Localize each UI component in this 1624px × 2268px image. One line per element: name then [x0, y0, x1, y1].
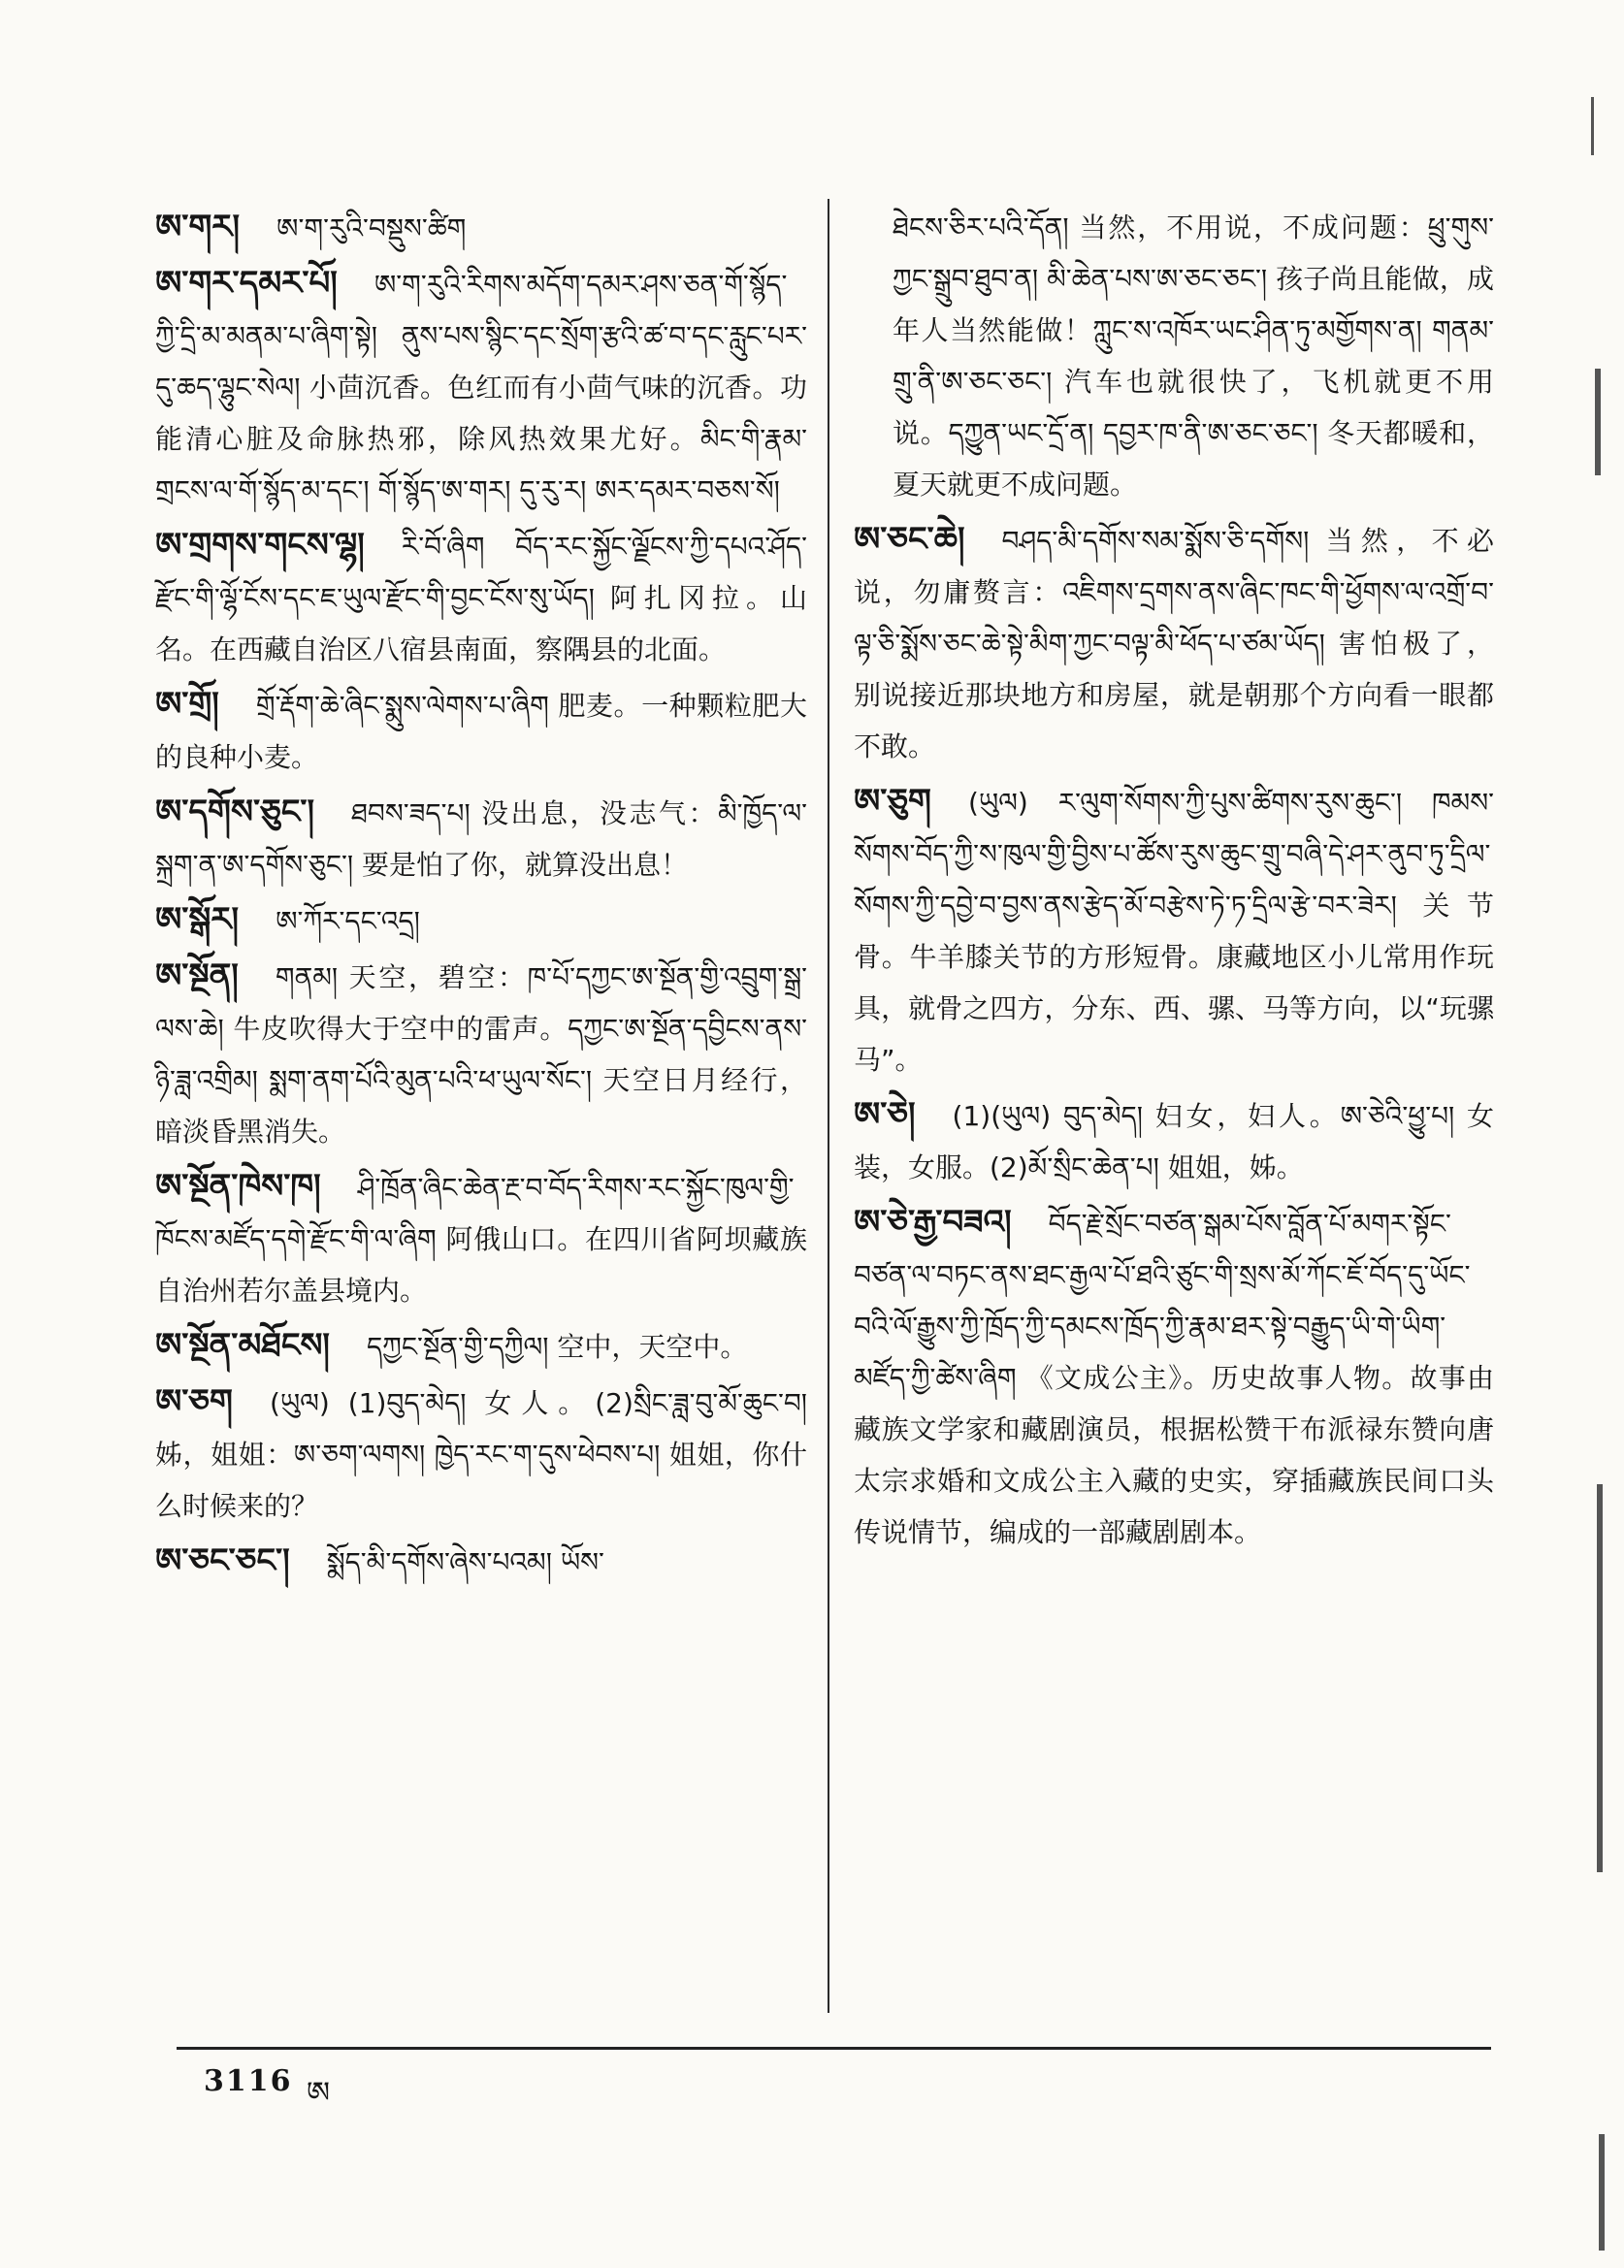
- entry: [155, 951, 807, 1157]
- entry: [155, 1161, 807, 1316]
- entry-definition: བོད་རྗེ་སྲོང་བཙན་སྒམ་པོས་བློན་པོ་མགར་སྟོང་བཙན་ལ་བཏང་ནས་ཐང་རྒྱལ་པོ་ཐའི་ཙུང་གི་སྲས་མོ་ཀོང་ཇོ་བོད་དུ་ཡོང་བའི་ལོ་རྒྱུས་ཀྱི་ཁྲོད་ཀྱི་དམངས་ཁྲོད་ཀྱི་རྣམ་ཐར་སྟེ་བརྒྱུད་ཡི་གེ་ཡིག་མཛོད་ཀྱི་ཚེས་ཞིག 《文成公主》。历史故事人物。故事由藏族文学家和藏剧演员，根据松赞干布派禄东赞向唐太宗求婚和文成公主入藏的史实，穿插藏族民间口头传说情节，编成的一部藏剧剧本。: [854, 1208, 1494, 1548]
- entry: [155, 1377, 807, 1532]
- entry-headword: ཨ་གྲགས་གངས་ལྷ།: [155, 526, 365, 565]
- running-head: ཨ: [307, 2076, 331, 2110]
- entry-definition: སྨོད་མི་དགོས་ཞེས་པའམ། ཡོས་: [326, 1546, 604, 1578]
- entry-headword: ཨ་སྔོན་ཁེས་ཁ།: [155, 1167, 321, 1206]
- entry: [854, 1197, 1494, 1558]
- entry-definition: ཐེངས་ཅིར་པའི་དོན། 当然，不用说，不成问题：ཕྲུ་གུས་ཀྱང་སྒྲུབ་ཐུབ་ན། མི་ཆེན་པས་ཨ་ཅང་ཅང་། 孩子尚且能做，成年人当然能做！ཀླུང་ས་འཁོར་ཡང་ཤིན་ཏུ་མགྱོགས་ན། གནམ་གྲུ་ནི་ཨ་ཅང་ཅང་། 汽车也就很快了，飞机就更不用说。དཀྱུན་ཡང་དྲོ་ན། དབྱར་ཁ་ནི་ཨ་ཅང་ཅང་། 冬天都暖和，夏天就更不成问题。: [893, 211, 1494, 501]
- entry-headword: ཨ་སྔོན་མཐོངས།: [155, 1326, 330, 1365]
- entry: [155, 520, 807, 675]
- entry-definition: ཨ་ག་རུའི་བསྡུས་ཚིག: [276, 212, 467, 244]
- entry: [155, 894, 807, 947]
- entry-continuation: [854, 202, 1494, 510]
- entry: [155, 202, 807, 254]
- entry-definition: གནམ། 天空，碧空：ཁ་པོ་དཀྱང་ཨ་སྔོན་གྱི་འབྲུག་སྒྲ་ལས་ཆེ། 牛皮吹得大于空中的雷声。དཀྱང་ཨ་སྔོན་དབྱིངས་ནས་ཉི་ཟླ་འགྲིམ། སྨག་ནག་པོའི་མུན་པའི་ཕ་ཡུལ་སོང་། 天空日月经行，暗淡昏黑消失。: [155, 961, 807, 1148]
- entry: [155, 1320, 807, 1373]
- entry-headword: ཨ་སྔོན།: [155, 956, 239, 995]
- entry-definition: ཨ་ག་རུའི་རིགས་མདོག་དམར་ཤས་ཅན་གོ་སྙོད་ཀྱི་དྲི་མ་མནམ་པ་ཞིག་སྟེ། ནུས་པས་སྙིང་དང་སྲོག་རྩའི་ཚ་བ་དང་རླུང་པར་དུ་ཆད་ལྷུང་སེལ། 小茴沉香。色红而有小茴气味的沉香。功能清心脏及命脉热邪，除风热效果尤好。མིང་གི་རྣམ་གྲངས་ལ་གོ་སྙོད་མ་དང་། གོ་སྙོད་ཨ་གར། དུ་རུ་ར། ཨར་དམར་བཅས་སོ།: [155, 269, 807, 506]
- entry-definition: (ཡུལ) (1)བུད་མེད། 女人。(2)སྲིང་ཟླ་བུ་མོ་ཆུང་བ། 姊，姐姐：ཨ་ཅག་ལགས། ཁྱེད་རང་ག་དུས་ཕེབས་པ། 姐姐，你什么时候来的？: [155, 1387, 807, 1522]
- left-column: [155, 202, 807, 1588]
- entry: [854, 1089, 1494, 1193]
- entry-definition: བཤད་མི་དགོས་སམ་སྨོས་ཅི་དགོས། 当然，不必说，勿庸赘言：འཇིགས་དྲགས་ནས་ཞིང་ཁང་གི་ཕྱོགས་ལ་འགྲོ་བ་ལྟ་ཅི་སྨོས་ཅང་ཆེ་སྟེ་མིག་ཀྱང་བལྟ་མི་ཕོད་པ་ཙམ་ཡོད། 害怕极了，别说接近那块地方和房屋，就是朝那个方向看一眼都不敢。: [854, 525, 1494, 762]
- scan-edge-mark: [1595, 369, 1601, 475]
- scan-edge-mark: [1597, 1484, 1603, 1872]
- entry-headword: ཨ་གར་དམར་པོ།: [155, 264, 338, 303]
- entry-headword: ཨ་ཅག: [155, 1382, 233, 1421]
- right-column: [854, 202, 1494, 1558]
- entry: [155, 258, 807, 516]
- entry-headword: ཨ་གར།: [155, 208, 241, 246]
- entry-definition: གྲོ་རྡོག་ཆེ་ཞིང་སྨུས་ལེགས་པ་ཞིག 肥麦。一种颗粒肥大的良种小麦。: [155, 690, 807, 773]
- entry-definition: (ཡུལ) ར་ལུག་སོགས་ཀྱི་པུས་ཚིགས་རུས་ཆུང་། ཁམས་སོགས་བོད་ཀྱི་ས་ཁུལ་གྱི་བྱིས་པ་ཚོས་རུས་ཆུང་གྲུ་བཞི་དེ་ཤར་ནུབ་ཏུ་དྲིལ་སོགས་ཀྱི་དབྱེ་བ་བྱས་ནས་རྩེད་མོ་བརྩེས་ཏེ་ཏ་དྲིལ་རྩེ་བར་ཟེར། 关节骨。牛羊膝关节的方形短骨。康藏地区小儿常用作玩具，就骨之四方，分东、西、骡、马等方向，以“玩骡马”。: [854, 787, 1494, 1076]
- entry-headword: ཨ་གྲོ།: [155, 685, 219, 724]
- entry-headword: ཨ་ཅང་ཅང་།: [155, 1541, 290, 1580]
- scan-edge-mark: [1591, 97, 1594, 155]
- entry: [854, 514, 1494, 772]
- entry: [155, 679, 807, 783]
- entry-definition: ཤི་ཁྲོན་ཞིང་ཆེན་རྔ་བ་བོད་རིགས་རང་སྐྱོང་ཁུལ་གྱི་ཁོངས་མཛོད་དགེ་རྫོང་གི་ལ་ཞིག 阿俄山口。在四川省阿坝藏族自治州若尔盖县境内。: [155, 1172, 807, 1307]
- footer-rule: [177, 2047, 1491, 2050]
- entry-headword: ཨ་ཅུག: [854, 782, 931, 821]
- entry: [854, 776, 1494, 1085]
- entry-headword: ཨ་ཅེ་རྒྱ་བཟའ།: [854, 1203, 1012, 1242]
- entry: [155, 1536, 807, 1588]
- scan-edge-mark: [1599, 2134, 1605, 2251]
- entry-definition: རི་བོ་ཞིག བོད་རང་སྐྱོང་ལྗོངས་ཀྱི་དཔའ་ཤོད་རྫོང་གི་ལྷོ་ངོས་དང་ཇ་ཡུལ་རྫོང་གི་བྱང་ངོས་སུ་ཡོད། 阿扎冈拉。山名。在西藏自治区八宿县南面，察隅县的北面。: [155, 531, 807, 665]
- column-divider: [828, 199, 829, 2013]
- entry-definition: དཀྱང་སྔོན་གྱི་དཀྱིལ། 空中，天空中。: [366, 1331, 748, 1363]
- entry-definition: ཐབས་ཟད་པ། 没出息，没志气：མི་ཁྱོད་ལ་སྐྲག་ན་ཨ་དགོས་ཅུང་། 要是怕了你，就算没出息！: [155, 797, 807, 881]
- entry-definition: (1)(ཡུལ) བུད་མེད། 妇女，妇人。ཨ་ཅེའི་ཕྱུ་པ། 女装，女服。(2)མོ་སྲིང་ཆེན་པ། 姐姐，姊。: [854, 1100, 1494, 1183]
- entry-headword: ཨ་སྒོར།: [155, 900, 240, 939]
- page-number: 3116: [204, 2064, 293, 2098]
- entry-headword: ཨ་ཅེ།: [854, 1095, 916, 1134]
- entry-headword: ཨ་དགོས་ཅུང་།: [155, 793, 315, 831]
- entry-headword: ཨ་ཅང་ཆེ།: [854, 520, 965, 559]
- entry-definition: ཨ་ཀོར་དང་འདྲ།: [276, 905, 420, 937]
- entry: [155, 787, 807, 891]
